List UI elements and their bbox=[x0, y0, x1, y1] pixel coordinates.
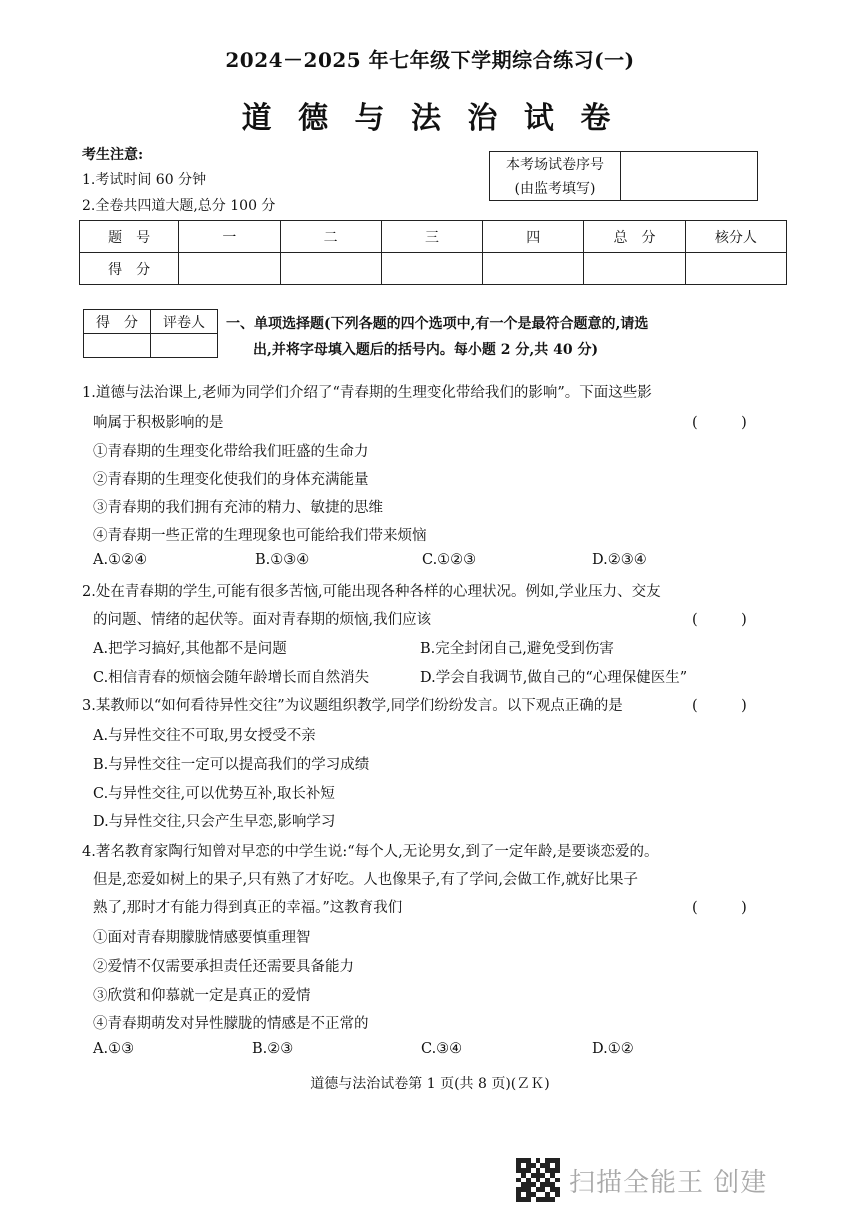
option: A.①②④ bbox=[93, 552, 148, 568]
scanner-watermark bbox=[516, 1158, 767, 1202]
statement: ①面对青春期朦胧情感要慎重理智 bbox=[93, 930, 311, 946]
option: B.②③ bbox=[252, 1041, 294, 1057]
exam-title: 2024－2025 年七年级下学期综合练习(一) bbox=[225, 48, 635, 72]
qr-code-icon bbox=[516, 1158, 560, 1202]
question-stem: 但是,恋爱如树上的果子,只有熟了才好吃。人也像果子,有了学问,会做工作,就好比果子 bbox=[93, 872, 639, 888]
option: D.学会自我调节,做自己的“心理保健医生” bbox=[420, 670, 688, 686]
option: B.①③④ bbox=[255, 552, 310, 568]
notice-item: 1.考试时间 60 分钟 bbox=[82, 172, 207, 188]
question-stem: 4.著名教育家陶行知曾对早恋的中学生说:“每个人,无论男女,到了一定年龄,是要谈恋爱的。 bbox=[82, 844, 659, 860]
subject-title: 道 德 与 法 治 试 卷 bbox=[241, 101, 619, 136]
score-cell bbox=[381, 253, 482, 285]
statement: ①青春期的生理变化带给我们旺盛的生命力 bbox=[93, 444, 369, 460]
answer-bracket: ( ) bbox=[692, 415, 747, 431]
score-table-score-row bbox=[80, 253, 787, 285]
option: D.②③④ bbox=[592, 552, 647, 568]
statement: ④青春期萌发对异性朦胧的情感是不正常的 bbox=[93, 1016, 369, 1032]
score-cell bbox=[483, 253, 584, 285]
statement: ②青春期的生理变化使我们的身体充满能量 bbox=[93, 472, 369, 488]
question-stem: 2.处在青春期的学生,可能有很多苦恼,可能出现各种各样的心理状况。例如,学业压力、交友 bbox=[82, 584, 661, 600]
header-cell: 总 分 bbox=[584, 221, 685, 253]
score-table bbox=[79, 220, 787, 285]
option: A.①③ bbox=[93, 1041, 135, 1057]
notice-item: 2.全卷共四道大题,总分 100 分 bbox=[82, 198, 276, 214]
question-stem: 的问题、情绪的起伏等。面对青春期的烦恼,我们应该 bbox=[93, 612, 432, 628]
score-cell bbox=[685, 253, 786, 285]
header-cell: 一 bbox=[179, 221, 280, 253]
option: A.把学习搞好,其他都不是问题 bbox=[93, 641, 287, 657]
header-cell: 二 bbox=[280, 221, 381, 253]
grader-name-field bbox=[151, 334, 218, 358]
question-stem: 熟了,那时才有能力得到真正的幸福。”这教育我们 bbox=[93, 900, 403, 916]
statement: ③欣赏和仰慕就一定是真正的爱情 bbox=[93, 988, 311, 1004]
score-cell bbox=[584, 253, 685, 285]
header-cell: 题 号 bbox=[80, 221, 179, 253]
option: D.①② bbox=[592, 1041, 634, 1057]
score-cell bbox=[179, 253, 280, 285]
answer-bracket: ( ) bbox=[692, 900, 747, 916]
page-footer: 道德与法治试卷第 1 页(共 8 页)(ＺＫ) bbox=[310, 1076, 550, 1092]
notice-heading: 考生注意: bbox=[82, 147, 144, 163]
option: C.③④ bbox=[421, 1041, 463, 1057]
section-heading: 一、单项选择题(下列各题的四个选项中,有一个是最符合题意的,请选 bbox=[226, 316, 649, 332]
section-heading-cont: 出,并将字母填入题后的括号内。每小题 2 分,共 40 分) bbox=[253, 342, 599, 358]
option: D.与异性交往,只会产生早恋,影响学习 bbox=[93, 814, 336, 830]
option: C.与异性交往,可以优势互补,取长补短 bbox=[93, 786, 335, 802]
row-label: 得 分 bbox=[80, 253, 179, 285]
option: C.①②③ bbox=[422, 552, 477, 568]
question-stem: 1.道德与法治课上,老师为同学们介绍了“青春期的生理变化带给我们的影响”。下面这些影 bbox=[82, 385, 652, 401]
statement: ④青春期一些正常的生理现象也可能给我们带来烦恼 bbox=[93, 528, 427, 544]
score-cell bbox=[280, 253, 381, 285]
seat-number-label: 本考场试卷序号 bbox=[490, 152, 621, 177]
option: B.与异性交往一定可以提高我们的学习成绩 bbox=[93, 757, 370, 773]
statement: ②爱情不仅需要承担责任还需要具备能力 bbox=[93, 959, 354, 975]
seat-number-box bbox=[489, 151, 758, 201]
header-cell: 三 bbox=[381, 221, 482, 253]
seat-number-field bbox=[621, 152, 758, 201]
statement: ③青春期的我们拥有充沛的精力、敏捷的思维 bbox=[93, 500, 383, 516]
score-table-header-row bbox=[80, 221, 787, 253]
option: B.完全封闭自己,避免受到伤害 bbox=[420, 641, 614, 657]
question-stem: 响属于积极影响的是 bbox=[93, 415, 224, 431]
seat-number-hint: (由监考填写) bbox=[490, 176, 621, 201]
answer-bracket: ( ) bbox=[692, 612, 747, 628]
option: C.相信青春的烦恼会随年龄增长而自然消失 bbox=[93, 670, 370, 686]
watermark-text: 扫描全能王 创建 bbox=[569, 1167, 768, 1198]
question-stem: 3.某教师以“如何看待异性交往”为议题组织教学,同学们纷纷发言。以下观点正确的是 bbox=[82, 698, 623, 714]
grader-box bbox=[83, 309, 218, 358]
grader-name-label: 评卷人 bbox=[151, 310, 218, 334]
header-cell: 核分人 bbox=[685, 221, 786, 253]
option: A.与异性交往不可取,男女授受不亲 bbox=[93, 728, 316, 744]
answer-bracket: ( ) bbox=[692, 698, 747, 714]
grader-score-label: 得 分 bbox=[84, 310, 151, 334]
header-cell: 四 bbox=[483, 221, 584, 253]
grader-score-field bbox=[84, 334, 151, 358]
